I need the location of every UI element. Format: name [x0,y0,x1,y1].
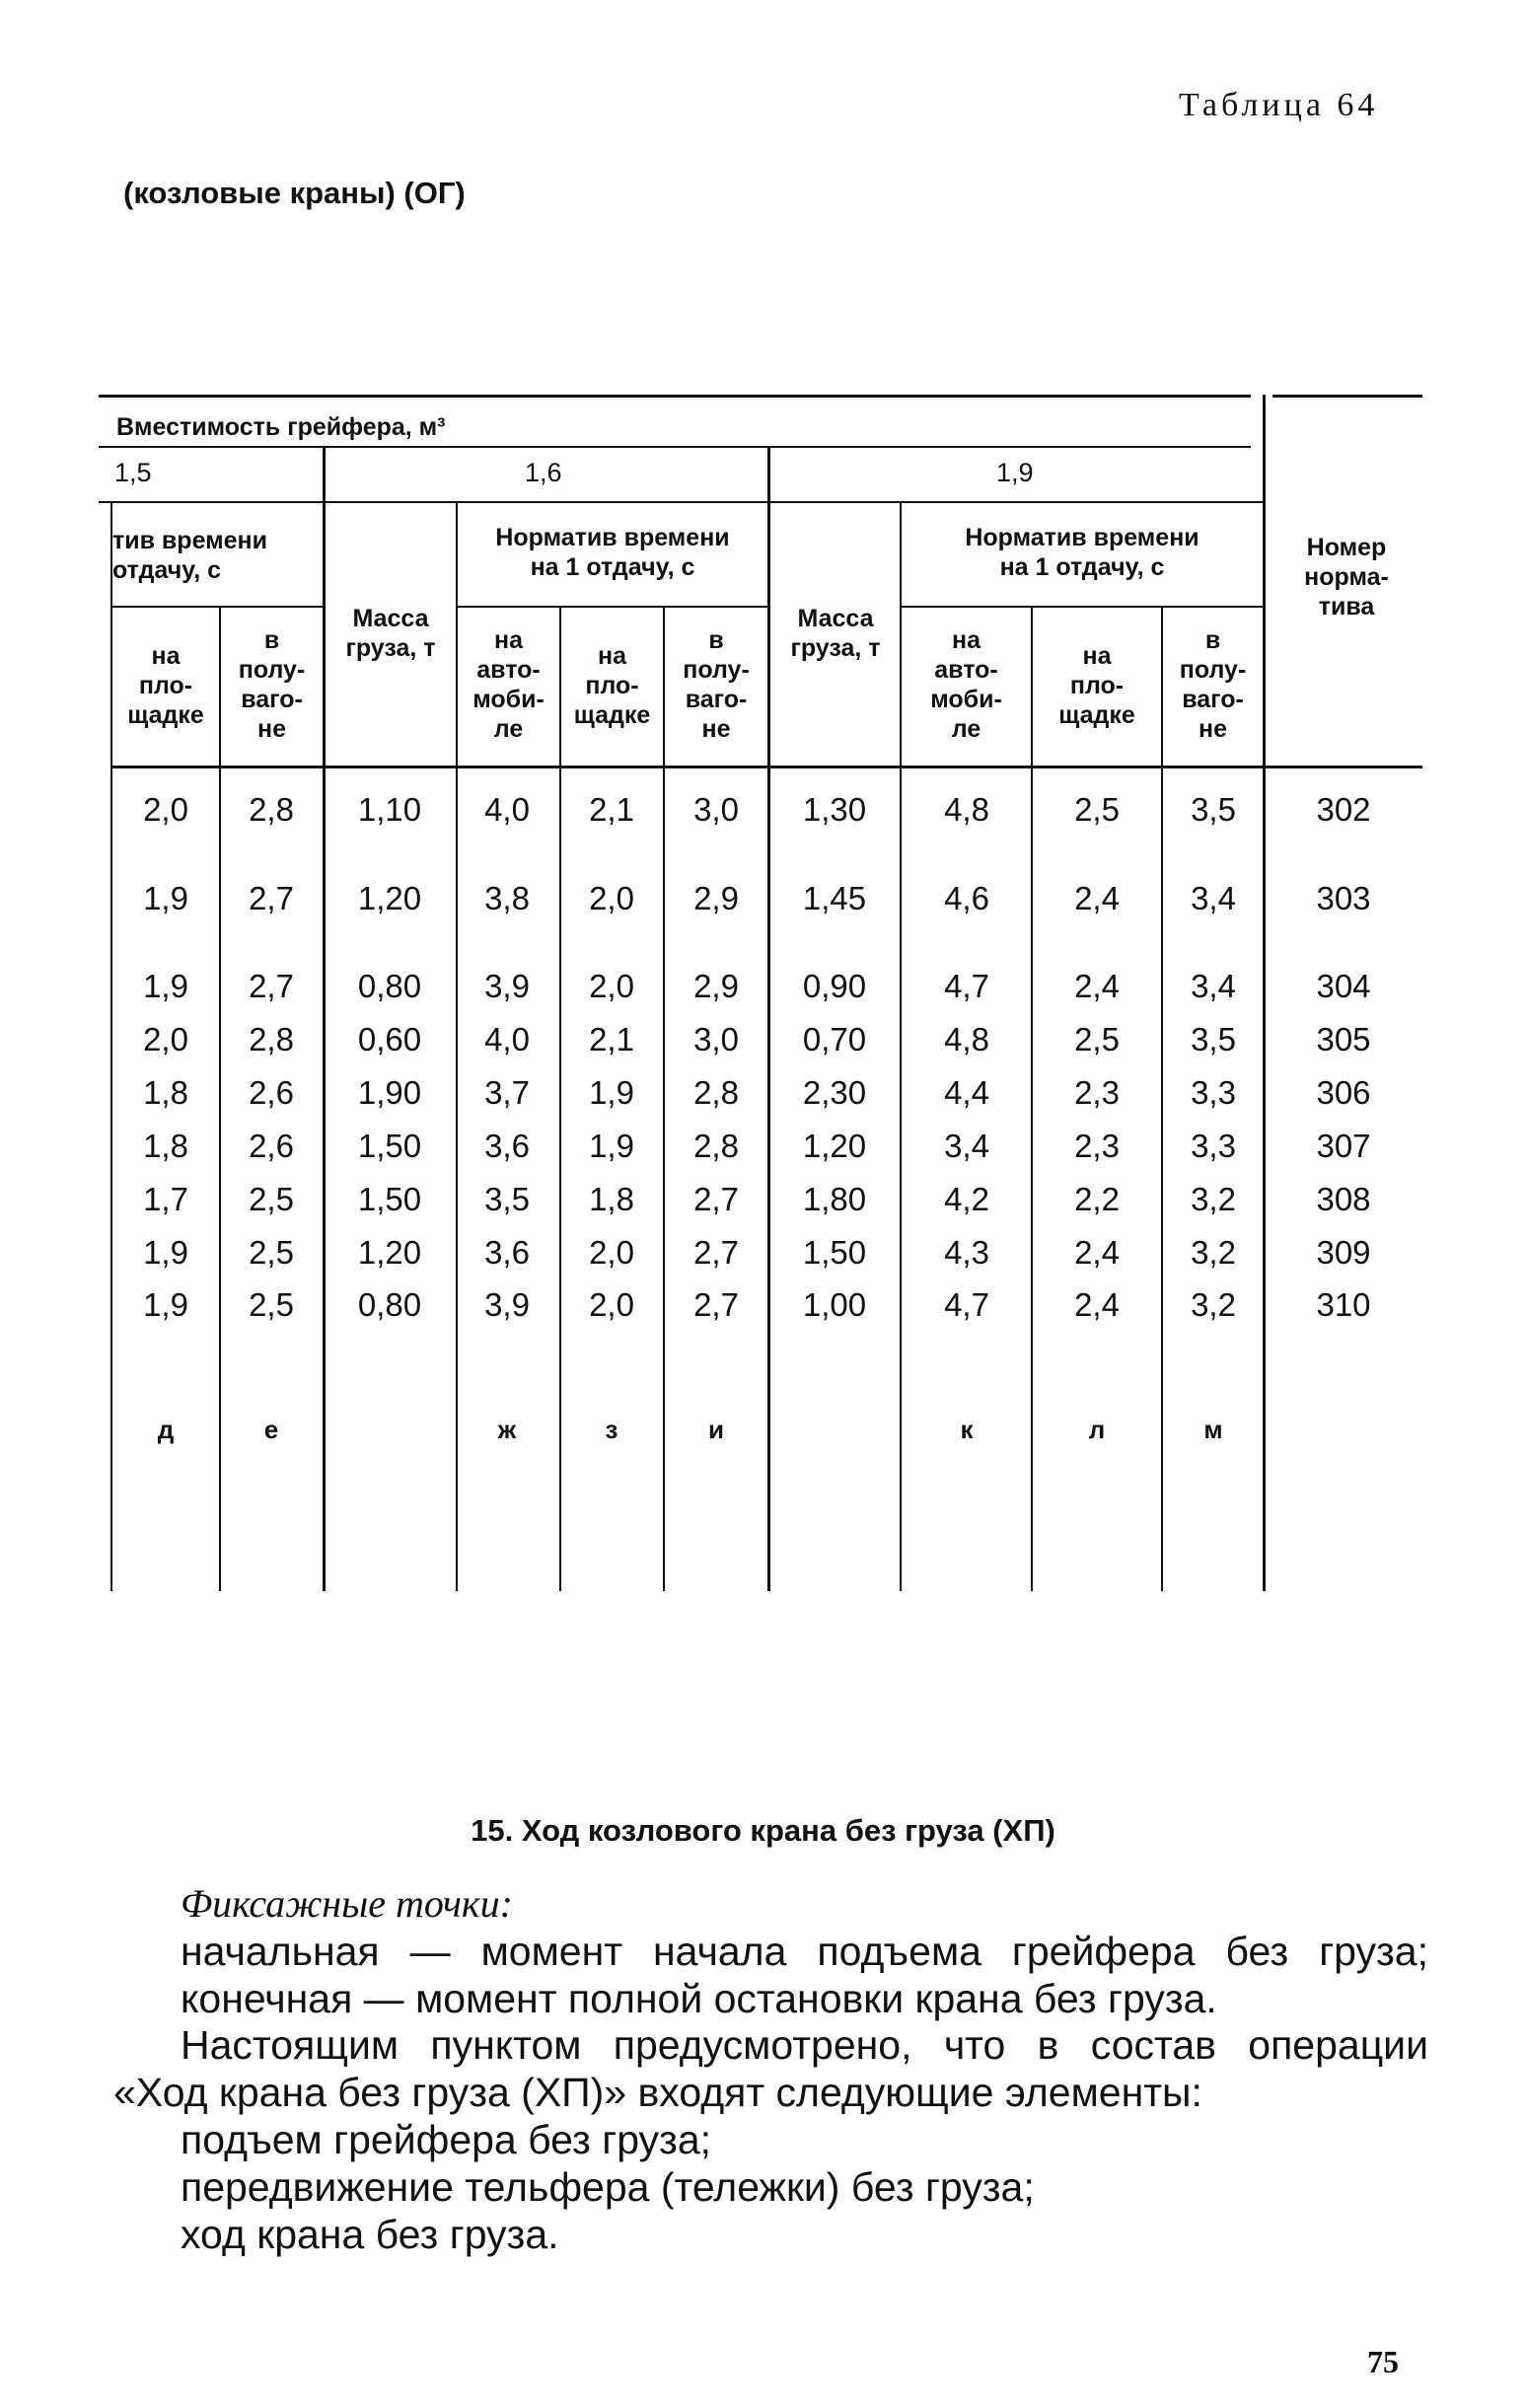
cell-wagon-time: 3,5 [1191,1021,1236,1058]
cell-auto-time: 3,4 [944,1128,989,1164]
cell-platform-time: 1,9 [143,1234,188,1271]
column-letter: и [708,1415,724,1444]
cell-wagon-time: 2,7 [249,968,294,1004]
table-rule [99,446,1251,448]
col-platform-header: на пло- щадке [127,642,204,729]
table-label: Таблица 64 [1179,87,1379,123]
column-letter: ж [497,1415,517,1444]
cell-mass: 0,80 [357,1286,422,1323]
table-rule [663,606,665,1591]
cell-platform-time: 2,0 [143,1021,188,1058]
cell-auto-time: 3,9 [484,968,530,1004]
column-letter: з [605,1415,618,1444]
column-letter: д [157,1415,175,1444]
col-auto-header: на авто- моби- ле [472,626,545,743]
cell-auto-time: 4,8 [944,791,989,828]
cell-norm-number: 309 [1316,1234,1371,1271]
cell-mass: 1,20 [357,1234,422,1271]
cell-auto-time: 4,3 [944,1234,989,1271]
cell-mass: 1,80 [802,1181,867,1217]
col-wagon-header: в полу- ваго- не [1179,626,1247,743]
cell-wagon-time: 3,2 [1191,1234,1236,1271]
table-rule [767,446,770,1591]
paragraph-line: Настоящим пунктом предусмотрено, что в состав операции [181,2022,1428,2068]
cell-wagon-time: 2,8 [693,1074,739,1111]
cell-mass: 0,90 [802,968,867,1004]
column-letter: к [960,1415,974,1444]
cell-wagon-time: 2,6 [249,1074,294,1111]
cell-auto-time: 4,0 [484,791,530,828]
table-rule [110,766,1422,768]
cell-platform-time: 1,9 [143,1286,188,1323]
cell-mass: 1,20 [357,880,422,916]
cell-platform-time: 2,0 [143,791,188,828]
cell-wagon-time: 3,2 [1191,1181,1236,1217]
cell-platform-time: 1,8 [143,1128,188,1164]
col-wagon-header: в полу- ваго- не [238,626,306,743]
time-norm-header: Норматив времени на 1 отдачу, с [965,524,1199,581]
cell-wagon-time: 3,5 [1191,791,1236,828]
cell-platform-time: 2,2 [1074,1181,1120,1217]
table-rule [1272,395,1422,398]
cell-platform-time: 2,0 [589,1286,634,1323]
cell-mass: 1,00 [802,1286,867,1323]
cell-platform-time: 2,0 [589,880,634,916]
col-platform-header: на пло- щадке [573,642,651,729]
time-norm-header-partial: тив времени отдачу, с [112,527,268,584]
cell-auto-time: 3,7 [484,1074,530,1111]
cell-wagon-time: 2,7 [693,1181,739,1217]
paragraph-line: конечная — момент полной остановки крана без груза. [181,1976,1217,2021]
cell-wagon-time: 3,4 [1191,880,1236,916]
cell-norm-number: 310 [1316,1286,1371,1323]
cell-platform-time: 2,0 [589,1234,634,1271]
capacity-value: 1,5 [114,458,152,487]
cell-wagon-time: 3,0 [693,1021,739,1058]
cell-wagon-time: 2,7 [693,1286,739,1323]
cell-platform-time: 2,1 [589,791,634,828]
cell-platform-time: 2,0 [589,968,634,1004]
table-rule [902,606,1263,608]
table-rule [99,501,1263,503]
cell-platform-time: 2,3 [1074,1074,1120,1111]
cell-mass: 0,60 [357,1021,422,1058]
cell-auto-time: 4,6 [944,880,989,916]
time-norm-header: Норматив времени на 1 отдачу, с [495,524,730,581]
cell-mass: 0,70 [802,1021,867,1058]
cell-wagon-time: 3,2 [1191,1286,1236,1323]
mass-header: Масса груза, т [345,605,436,662]
cell-platform-time: 1,7 [143,1181,188,1217]
cell-norm-number: 307 [1316,1128,1371,1164]
cell-wagon-time: 3,3 [1191,1074,1236,1111]
cell-platform-time: 1,9 [143,968,188,1004]
cell-auto-time: 3,6 [484,1234,530,1271]
column-letter: л [1088,1415,1106,1444]
col-auto-header: на авто- моби- ле [930,626,1002,743]
fix-points-label: Фиксажные точки: [181,1881,513,1926]
cell-mass: 2,30 [802,1074,867,1111]
cell-mass: 1,20 [802,1128,867,1164]
cell-wagon-time: 2,7 [249,880,294,916]
cell-auto-time: 4,2 [944,1181,989,1217]
cell-norm-number: 305 [1316,1021,1371,1058]
table-rule [1263,395,1266,1591]
cell-norm-number: 304 [1316,968,1371,1004]
cell-wagon-time: 3,3 [1191,1128,1236,1164]
cell-mass: 1,30 [802,791,867,828]
cell-platform-time: 1,9 [589,1074,634,1111]
column-letter: м [1203,1415,1223,1444]
column-letter: е [263,1415,279,1444]
cell-auto-time: 4,0 [484,1021,530,1058]
cell-auto-time: 3,6 [484,1128,530,1164]
table-rule [1161,606,1163,1591]
table-rule [559,606,561,1591]
cell-platform-time: 2,4 [1074,968,1120,1004]
cell-platform-time: 2,5 [1074,791,1120,828]
cell-platform-time: 2,1 [589,1021,634,1058]
cell-norm-number: 302 [1316,791,1371,828]
col-platform-header: на пло- щадке [1058,642,1135,729]
cell-wagon-time: 2,9 [693,880,739,916]
cell-norm-number: 303 [1316,880,1371,916]
table-rule [1031,606,1033,1591]
cell-wagon-time: 2,8 [693,1128,739,1164]
cell-mass: 1,50 [357,1128,422,1164]
cell-norm-number: 306 [1316,1074,1371,1111]
capacity-value: 1,9 [996,458,1034,487]
cell-wagon-time: 2,5 [249,1181,294,1217]
cell-mass: 1,50 [357,1181,422,1217]
cell-wagon-time: 3,0 [693,791,739,828]
cell-auto-time: 3,8 [484,880,530,916]
paragraph-line: «Ход крана без груза (ХП)» входят следующие элементы: [113,2070,1202,2115]
table-rule [110,606,323,608]
table-rule [219,606,221,1591]
cell-wagon-time: 2,9 [693,968,739,1004]
cell-mass: 0,80 [357,968,422,1004]
cell-platform-time: 1,8 [143,1074,188,1111]
cell-mass: 1,50 [802,1234,867,1271]
cell-wagon-time: 2,8 [249,1021,294,1058]
cell-platform-time: 1,9 [589,1128,634,1164]
cell-mass: 1,90 [357,1074,422,1111]
cell-platform-time: 1,9 [143,880,188,916]
mass-header: Масса груза, т [790,605,881,662]
paragraph-line: начальная — момент начала подъема грейфера без груза; [181,1929,1428,1974]
cell-auto-time: 4,4 [944,1074,989,1111]
cell-auto-time: 4,7 [944,968,989,1004]
cell-norm-number: 308 [1316,1181,1371,1217]
cell-wagon-time: 2,5 [249,1234,294,1271]
norm-number-header: Номер норма- тива [1304,534,1389,620]
cell-auto-time: 4,7 [944,1286,989,1323]
page-number: 75 [1367,2344,1399,2379]
capacity-header: Вместимость грейфера, м³ [116,413,446,441]
cell-mass: 1,10 [357,791,422,828]
cell-platform-time: 2,5 [1074,1021,1120,1058]
cell-platform-time: 2,4 [1074,880,1120,916]
capacity-value: 1,6 [525,458,562,487]
cell-wagon-time: 2,6 [249,1128,294,1164]
cell-wagon-time: 3,4 [1191,968,1236,1004]
cell-wagon-time: 2,5 [249,1286,294,1323]
cell-platform-time: 1,8 [589,1181,634,1217]
cell-platform-time: 2,4 [1074,1234,1120,1271]
paragraph-line: ход крана без груза. [181,2212,559,2257]
cell-wagon-time: 2,8 [249,791,294,828]
cell-platform-time: 2,4 [1074,1286,1120,1323]
cell-auto-time: 3,9 [484,1286,530,1323]
section-title: 15. Ход козлового крана без груза (ХП) [471,1813,1055,1848]
cell-wagon-time: 2,7 [693,1234,739,1271]
paragraph-line: подъем грейфера без груза; [181,2117,712,2162]
table-rule [323,446,326,1591]
cell-mass: 1,45 [802,880,867,916]
cell-auto-time: 4,8 [944,1021,989,1058]
cell-platform-time: 2,3 [1074,1128,1120,1164]
paragraph-line: передвижение тельфера (тележки) без груза; [181,2164,1035,2210]
table-rule [456,606,769,608]
table-rule [99,395,1251,398]
col-wagon-header: в полу- ваго- не [683,626,750,743]
cell-auto-time: 3,5 [484,1181,530,1217]
table-subtitle: (козловые краны) (ОГ) [123,176,466,210]
